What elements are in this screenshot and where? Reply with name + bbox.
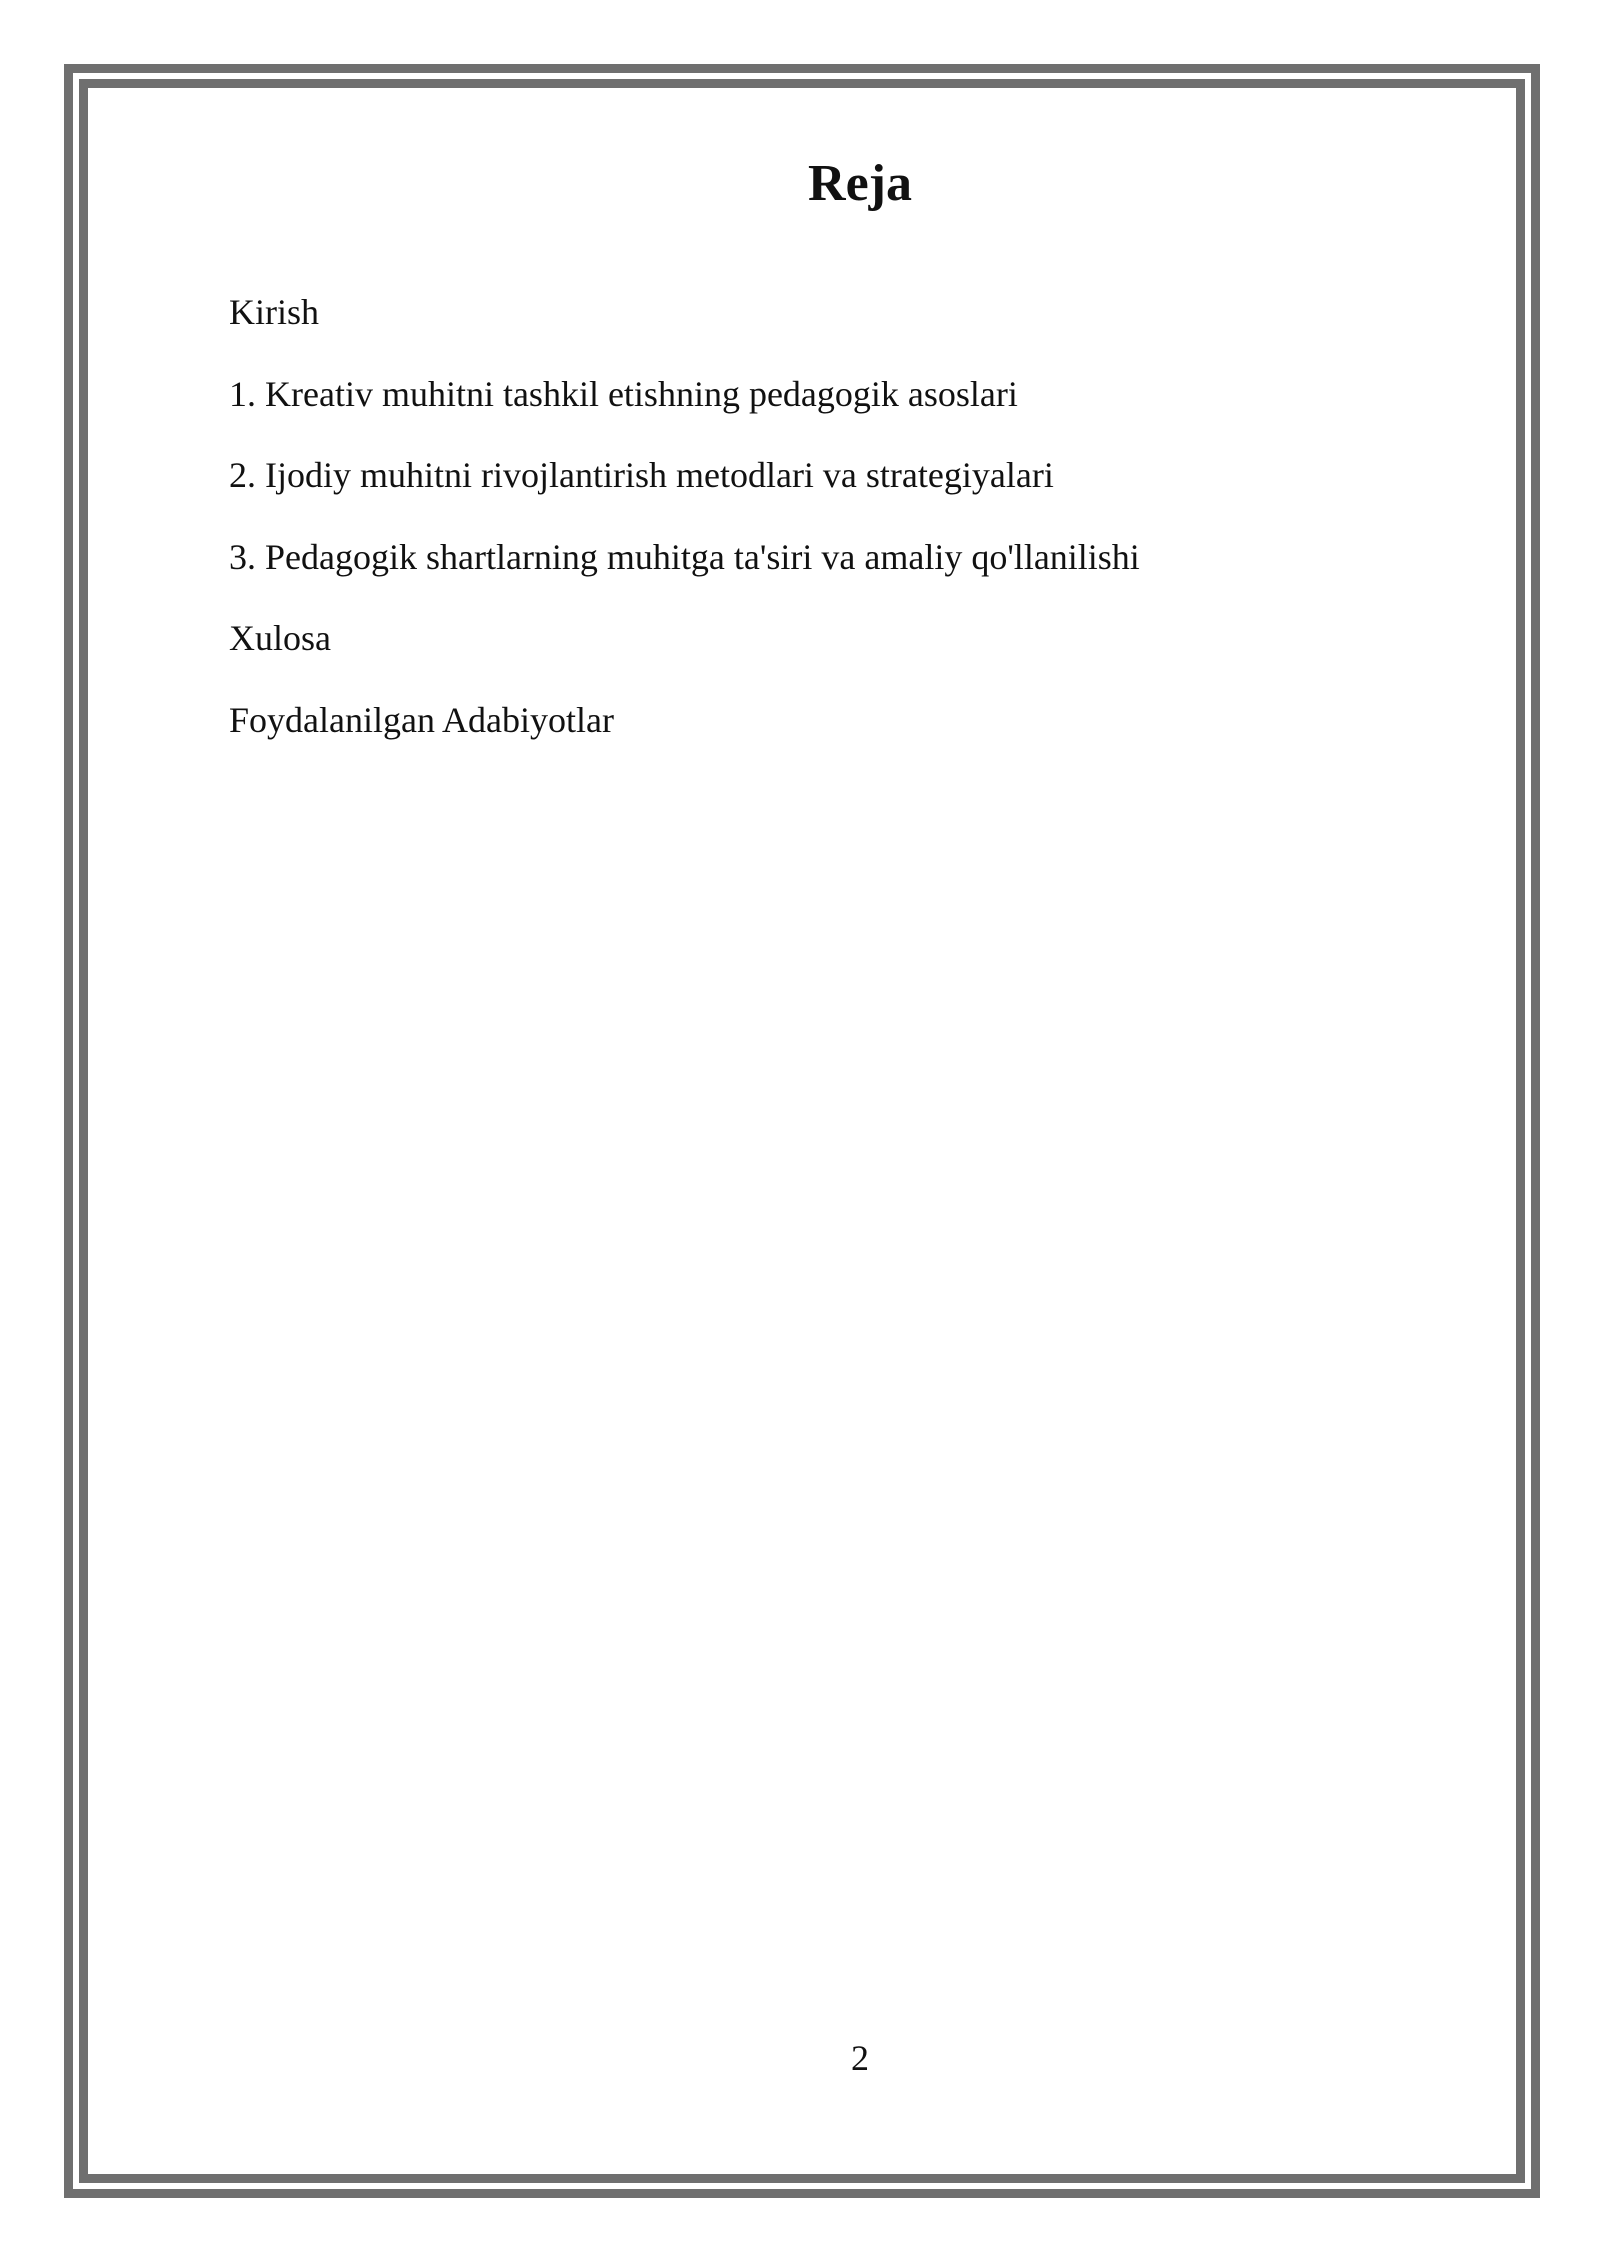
page-number: 2 [851,2038,869,2078]
toc-item-chapter-2: 2. Ijodiy muhitni rivojlantirish metodlari va strategiyalari [229,455,1054,495]
toc-item-conclusion: Xulosa [229,618,331,658]
toc-item-chapter-1: 1. Kreativ muhitni tashkil etishning pedagogik asoslari [229,373,1018,414]
toc-item-references: Foydalanilgan Adabiyotlar [229,699,614,740]
table-of-contents [229,290,1140,779]
toc-item-introduction: Kirish [229,292,319,332]
toc-item-chapter-3: 3. Pedagogik shartlarning muhitga ta'siri va amaliy qo'llanilishi [229,536,1140,577]
page-title: Reja [808,155,912,212]
